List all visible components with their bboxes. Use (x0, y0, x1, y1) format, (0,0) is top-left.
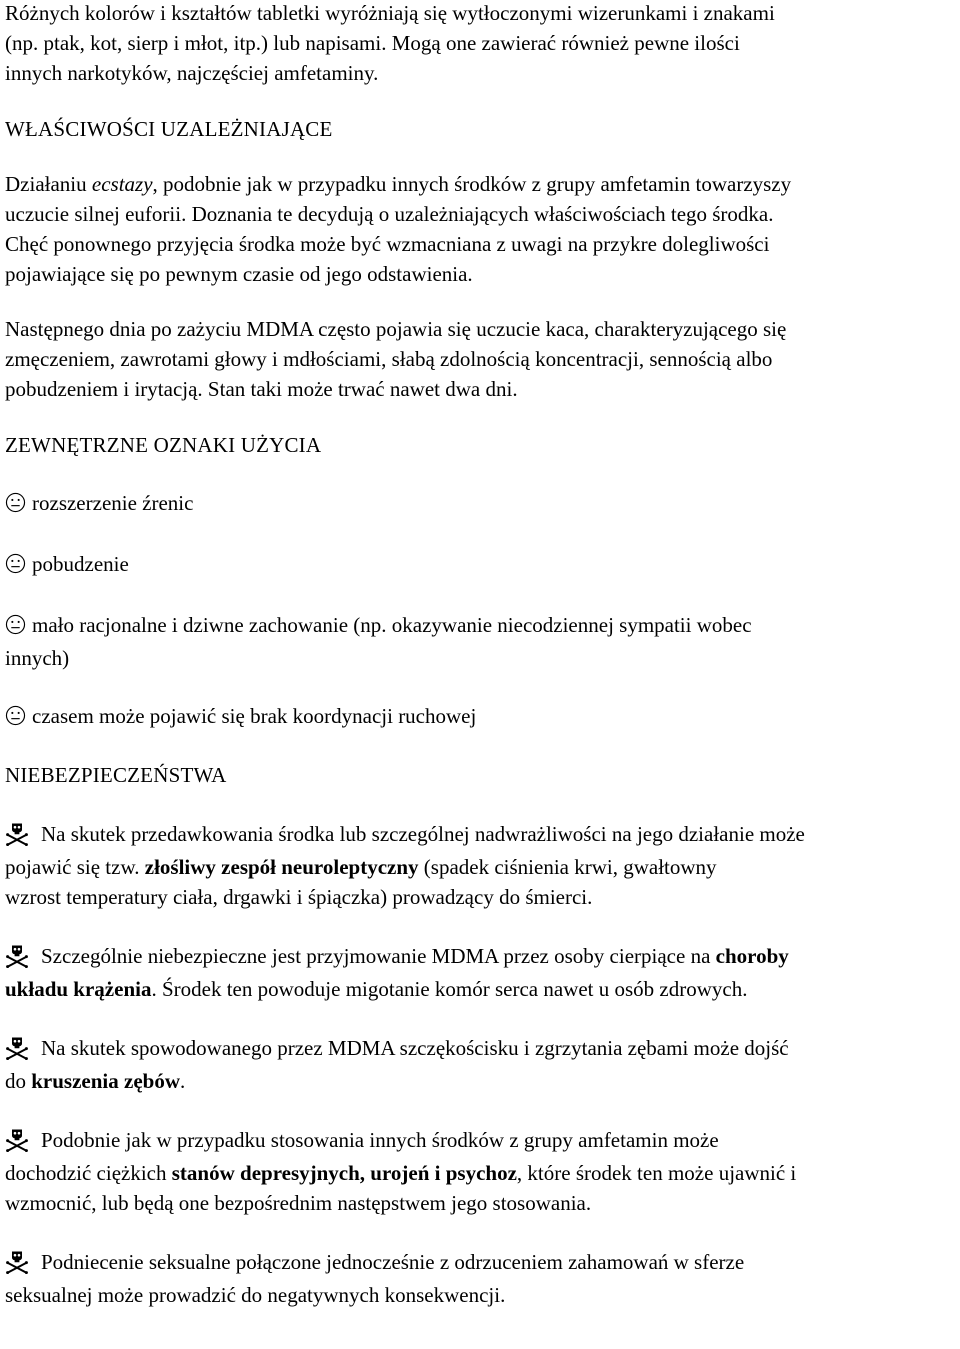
danger-item: Szczególnie niebezpieczne jest przyjmowanie MDMA przez osoby cierpiące na choroby układu krążenia. Środek ten powoduje migotanie komór serca nawet u osób zdrowych. (5, 944, 789, 1001)
danger-item: Na skutek przedawkowania środka lub szczególnej nadwrażliwości na jego działanie może pojawić się tzw. złośliwy zespół neuroleptyczny (spadek ciśnienia krwi, gwałtowny wzrost temperatury ciała, drgawki i śpiączka) prowadzący do śmierci. (5, 822, 805, 909)
section-heading-external-signs: ZEWNĘTRZNE OZNAKI UŻYCIA (5, 433, 322, 457)
skull-crossbones-icon (5, 944, 35, 974)
neutral-face-icon (5, 552, 26, 582)
paragraph-hangover: Następnego dnia po zażyciu MDMA często pojawia się uczucie kaca, charakteryzującego się zmęczeniem, zawrotami głowy i mdłościami, słabą zdolnością koncentracji, sennością albo pobudzeniem i irytacją. Stan taki może trwać nawet dwa dni. (5, 317, 787, 401)
intro-paragraph (5, 0, 957, 88)
neutral-face-icon (5, 613, 26, 643)
bold-term: kruszenia zębów (31, 1069, 180, 1093)
skull-crossbones-icon (5, 1128, 35, 1158)
skull-crossbones-icon (5, 1036, 35, 1066)
list-item: rozszerzenie źrenic (5, 488, 957, 521)
text-line: innych narkotyków, najczęściej amfetaminy. (5, 61, 379, 85)
bold-term: stanów depresyjnych, urojeń i psychoz (171, 1161, 517, 1185)
section-heading-dangers: NIEBEZPIECZEŃSTWA (5, 763, 227, 787)
bold-term: układu krążenia (5, 977, 152, 1001)
section-heading-addictive-properties: WŁAŚCIWOŚCI UZALEŻNIAJĄCE (5, 117, 333, 141)
list-item: mało racjonalne i dziwne zachowanie (np. okazywanie niecodziennej sympatii wobec innych) (5, 613, 752, 670)
list-item: pobudzenie (5, 549, 957, 582)
danger-item: Podobnie jak w przypadku stosowania innych środków z grupy amfetamin może dochodzić ciężkich stanów depresyjnych, urojeń i psychoz, które środek ten może ujawnić i wzmocnić, lub będą one bezpośrednim następstwem jego stosowania. (5, 1128, 797, 1215)
skull-crossbones-icon (5, 822, 35, 852)
skull-crossbones-icon (5, 1250, 35, 1280)
neutral-face-icon (5, 491, 26, 521)
list-item: czasem może pojawić się brak koordynacji ruchowej (5, 701, 957, 734)
text-line: (np. ptak, kot, sierp i młot, itp.) lub napisami. Mogą one zawierać również pewne ilości (5, 31, 740, 55)
neutral-face-icon (5, 704, 26, 734)
drug-name-italic: ecstazy (91, 172, 153, 196)
bold-term: złośliwy zespół neuroleptyczny (144, 855, 419, 879)
paragraph-euphoria: Działaniu ecstazy, podobnie jak w przypadku innych środków z grupy amfetamin towarzyszy uczucie silnej euforii. Doznania te decydują o uzależniających właściwościach tego środka. Chęć ponownego przyjęcia środka może być wzmacniana z uwagi na przykre dolegliwości pojawiające się po pewnym czasie od jego odstawienia. (5, 172, 792, 286)
danger-item: Na skutek spowodowanego przez MDMA szczękościsku i zgrzytania zębami może dojść do kruszenia zębów. (5, 1036, 789, 1093)
document-page (5, 0, 957, 1310)
text-line: Różnych kolorów i kształtów tabletki wyróżniają się wytłoczonymi wizerunkami i znakami (5, 1, 775, 25)
danger-item: Podniecenie seksualne połączone jednocześnie z odrzuceniem zahamowań w sferze seksualnej może prowadzić do negatywnych konsekwencji. (5, 1250, 745, 1307)
bold-term: choroby (715, 944, 789, 968)
